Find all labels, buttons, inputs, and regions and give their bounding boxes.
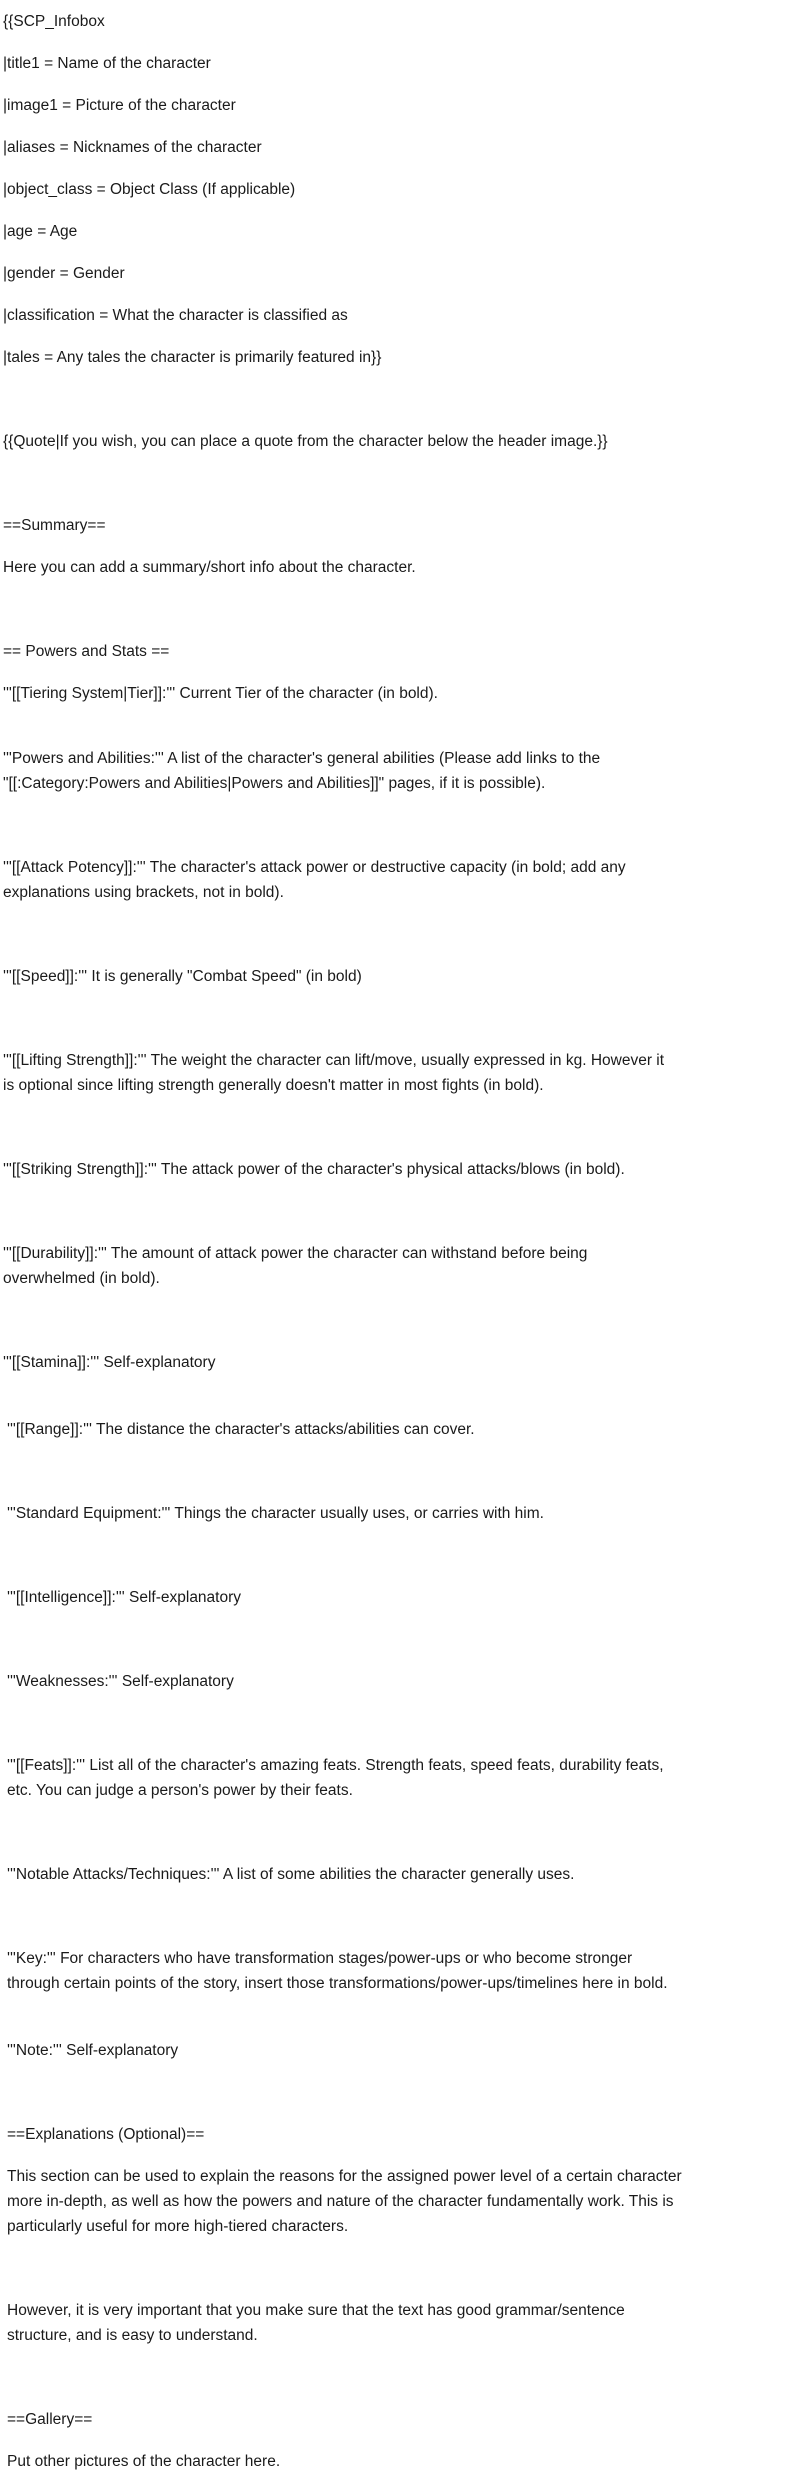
powers-heading: == Powers and Stats ==: [3, 643, 170, 660]
infobox-age: |age = Age: [3, 223, 78, 240]
summary-heading: ==Summary==: [3, 517, 106, 534]
intelligence-line: '''[[Intelligence]]:''' Self-explanatory: [7, 1589, 242, 1606]
abilities-line-1: '''Powers and Abilities:''' A list of the character's general abilities (Please add links to the: [3, 750, 601, 767]
feats-line-2: etc. You can judge a person's power by their feats.: [7, 1782, 353, 1799]
explanations-heading: ==Explanations (Optional)==: [7, 2126, 205, 2143]
tier-line: '''[[Tiering System|Tier]]:''' Current Tier of the character (in bold).: [3, 685, 438, 702]
feats-line-1: '''[[Feats]]:''' List all of the character's amazing feats. Strength feats, speed feats, durability feats,: [7, 1757, 664, 1774]
speed-line: '''[[Speed]]:''' It is generally "Combat Speed" (in bold): [3, 968, 362, 985]
explanations-p1-line-3: particularly useful for more high-tiered characters.: [7, 2218, 349, 2235]
durability-line-1: '''[[Durability]]:''' The amount of attack power the character can withstand before being: [3, 1245, 588, 1262]
explanations-p1-line-2: more in-depth, as well as how the powers and nature of the character fundamentally work. This is: [7, 2193, 674, 2210]
gallery-heading: ==Gallery==: [7, 2411, 93, 2428]
explanations-p2-line-2: structure, and is easy to understand.: [7, 2327, 258, 2344]
infobox-object-class: |object_class = Object Class (If applicable): [3, 181, 296, 198]
summary-text: Here you can add a summary/short info about the character.: [3, 559, 416, 576]
stamina-line: '''[[Stamina]]:''' Self-explanatory: [3, 1354, 216, 1371]
note-line: '''Note:''' Self-explanatory: [7, 2042, 179, 2059]
durability-line-2: overwhelmed (in bold).: [3, 1270, 160, 1287]
weaknesses-line: '''Weaknesses:''' Self-explanatory: [7, 1673, 234, 1690]
explanations-p1-line-1: This section can be used to explain the reasons for the assigned power level of a certain character: [7, 2168, 682, 2185]
lifting-strength-line-1: '''[[Lifting Strength]]:''' The weight the character can lift/move, usually expressed in kg. However it: [3, 1052, 665, 1069]
infobox-open: {{SCP_Infobox: [3, 13, 105, 30]
striking-strength-line: '''[[Striking Strength]]:''' The attack power of the character's physical attacks/blows (in bold).: [3, 1161, 625, 1178]
key-line-1: '''Key:''' For characters who have transformation stages/power-ups or who become stronger: [7, 1950, 633, 1967]
infobox-image1: |image1 = Picture of the character: [3, 97, 236, 114]
abilities-line-2: "[[:Category:Powers and Abilities|Powers and Abilities]]" pages, if it is possible).: [3, 775, 546, 792]
infobox-gender: |gender = Gender: [3, 265, 125, 282]
attack-potency-line-2: explanations using brackets, not in bold).: [3, 884, 284, 901]
infobox-tales: |tales = Any tales the character is primarily featured in}}: [3, 349, 382, 366]
notable-attacks-line: '''Notable Attacks/Techniques:''' A list of some abilities the character generally uses.: [7, 1866, 575, 1883]
lifting-strength-line-2: is optional since lifting strength generally doesn't matter in most fights (in bold).: [3, 1077, 544, 1094]
infobox-aliases: |aliases = Nicknames of the character: [3, 139, 262, 156]
quote-template: {{Quote|If you wish, you can place a quote from the character below the header image.}}: [3, 433, 608, 450]
explanations-p2-line-1: However, it is very important that you make sure that the text has good grammar/sentence: [7, 2302, 625, 2319]
standard-equipment-line: '''Standard Equipment:''' Things the character usually uses, or carries with him.: [7, 1505, 544, 1522]
attack-potency-line-1: '''[[Attack Potency]]:''' The character's attack power or destructive capacity (in bold; add any: [3, 859, 626, 876]
key-line-2: through certain points of the story, insert those transformations/power-ups/timelines here in bold.: [7, 1975, 668, 1992]
infobox-title1: |title1 = Name of the character: [3, 55, 211, 72]
range-line: '''[[Range]]:''' The distance the character's attacks/abilities can cover.: [7, 1421, 475, 1438]
gallery-text: Put other pictures of the character here.: [7, 2453, 281, 2470]
infobox-classification: |classification = What the character is classified as: [3, 307, 348, 324]
